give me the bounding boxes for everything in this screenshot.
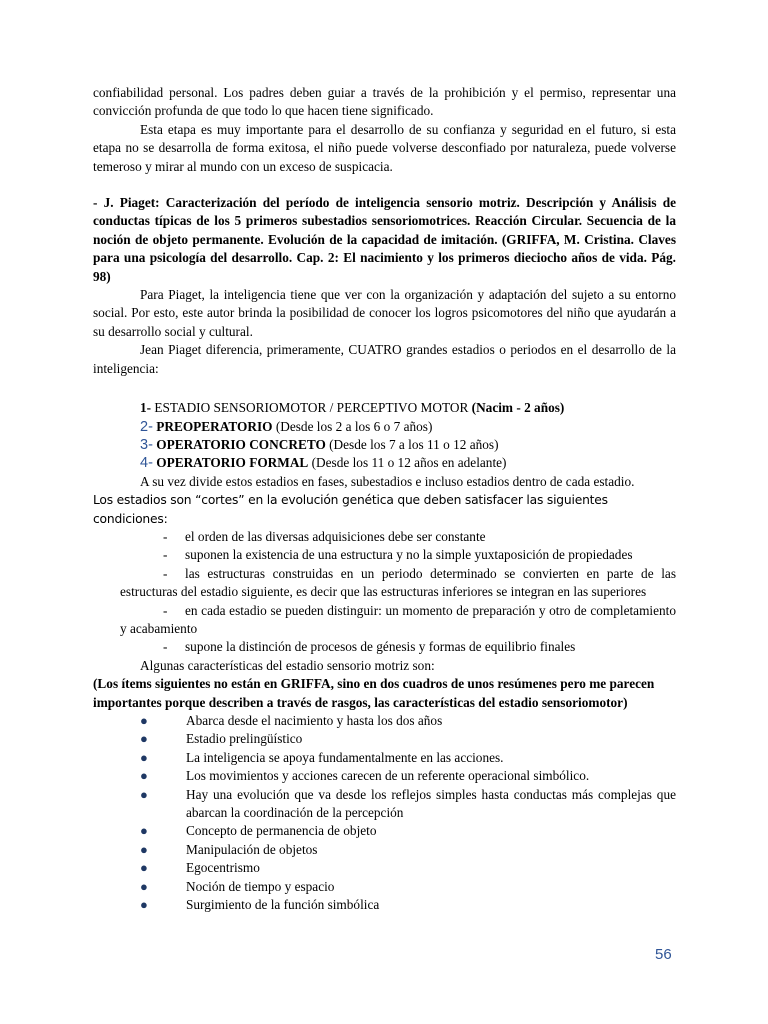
- bullet-icon: ●: [140, 860, 148, 876]
- paragraph-algunas: Algunas características del estadio sensorio motriz son:: [140, 657, 435, 673]
- characteristics-list: [93, 712, 676, 914]
- characteristic-item: ● Estadio prelingüístico: [140, 730, 676, 748]
- characteristic-item: ● Concepto de permanencia de objeto: [140, 822, 676, 840]
- characteristic-item: ● Egocentrismo: [140, 859, 676, 877]
- stage-number: 3-: [140, 436, 153, 453]
- paragraph-fases: A su vez divide estos estadios en fases, subestadios e incluso estadios dentro de cada estadio.: [140, 473, 635, 489]
- bullet-icon: ●: [140, 786, 148, 802]
- stage-range: (Desde los 7 a los 11 o 12 años): [329, 436, 499, 452]
- paragraph-cortes: Los estadios son “cortes” en la evolución genética que deben satisfacer las siguientes condiciones:: [93, 493, 608, 526]
- bullet-icon: ●: [140, 878, 148, 894]
- characteristic-item: ● Hay una evolución que va desde los reflejos simples hasta conductas más complejas que abarcan la coordinación de la percepción: [140, 786, 676, 821]
- stage-name: OPERATORIO CONCRETO: [156, 436, 326, 452]
- characteristic-item: ● La inteligencia se apoya fundamentalmente en las acciones.: [140, 749, 676, 767]
- stages-list: [93, 399, 676, 473]
- document-body: [93, 84, 676, 914]
- characteristic-item: ● Abarca desde el nacimiento y hasta los dos años: [140, 712, 676, 730]
- page-number: 56: [655, 946, 672, 963]
- stage-name: OPERATORIO FORMAL: [156, 455, 309, 471]
- stage-number: 2-: [140, 418, 153, 435]
- condition-item: - suponen la existencia de una estructura y no la simple yuxtaposición de propiedades: [163, 547, 633, 563]
- stage-number: 4-: [140, 455, 153, 472]
- bullet-icon: ●: [140, 841, 148, 857]
- stage-item: [140, 436, 676, 454]
- paragraph-para-piaget: Para Piaget, la inteligencia tiene que ver con la organización y adaptación del sujeto a su entorno social. Por esto, este autor brinda la posibilidad de conocer los logros psicomotores del niño que ayudarán a su desarrollo social y cultural.: [93, 287, 676, 339]
- characteristic-item: ● Surgimiento de la función simbólica: [140, 896, 676, 914]
- paragraph-confiabilidad: confiabilidad personal. Los padres deben guiar a través de la prohibición y el permiso, representar una convicción profunda de que todo lo que hacen tiene significado.: [93, 85, 676, 119]
- stage-number: 1-: [140, 400, 152, 416]
- paragraph-cuatro-estadios: Jean Piaget diferencia, primeramente, CUATRO grandes estadios o periodos en el desarrollo de la inteligencia:: [93, 342, 676, 376]
- bullet-icon: ●: [140, 897, 148, 913]
- note-griffa: (Los ítems siguientes no están en GRIFFA, sino en dos cuadros de unos resúmenes pero me parecen importantes porque describen a través de rasgos, las características del estadio sensoriomotor): [93, 676, 655, 710]
- stage-item: [140, 399, 676, 417]
- conditions-list: [93, 528, 676, 657]
- stage-range: (Desde los 2 a los 6 o 7 años): [275, 418, 433, 434]
- bullet-icon: ●: [140, 731, 148, 747]
- stage-name: ESTADIO SENSORIOMOTOR / PERCEPTIVO MOTOR: [154, 400, 469, 416]
- stage-item: [140, 454, 676, 472]
- bullet-icon: ●: [140, 713, 148, 728]
- stage-name: PREOPERATORIO: [156, 418, 273, 434]
- condition-item: - las estructuras construidas en un periodo determinado se convierten en parte de las estructuras del estadio siguiente, es decir que las estructuras inferiores se integran en las superiores: [120, 565, 676, 600]
- condition-item: - en cada estadio se pueden distinguir: un momento de preparación y otro de completamiento y acabamiento: [120, 602, 676, 636]
- characteristic-item: ● Manipulación de objetos: [140, 841, 676, 859]
- section-heading-piaget: - J. Piaget: Caracterización del período de inteligencia sensorio motriz. Descripción y Análisis de conductas típicas de los 5 primeros subestadios sensoriomotrices. Reacción Circular. Secuencia de la noción de objeto permanente. Evolución de la capacidad de imitación. (GRIFFA, M. Cristina. Claves para una psicología del desarrollo. Cap. 2: El nacimiento y los primeros dieciocho años de vida. Pág. 98): [93, 195, 676, 284]
- stage-item: [140, 418, 676, 436]
- condition-item: - supone la distinción de procesos de génesis y formas de equilibrio finales: [163, 639, 576, 655]
- characteristic-item: ● Los movimientos y acciones carecen de un referente operacional simbólico.: [140, 767, 676, 785]
- condition-item: - el orden de las diversas adquisiciones debe ser constante: [163, 528, 486, 544]
- bullet-icon: ●: [140, 768, 148, 784]
- stage-range: (Desde los 11 o 12 años en adelante): [311, 455, 507, 471]
- paragraph-etapa: Esta etapa es muy importante para el desarrollo de su confianza y seguridad en el futuro, si esta etapa no se desarrolla de forma exitosa, el niño puede volverse desconfiado por naturaleza, puede volverse temeroso y mirar al mundo con un exceso de suspicacia.: [93, 121, 676, 174]
- bullet-icon: ●: [140, 823, 148, 839]
- bullet-icon: ●: [140, 749, 148, 765]
- stage-range: (Nacim - 2 años): [471, 400, 565, 416]
- characteristic-item: ● Noción de tiempo y espacio: [140, 878, 676, 896]
